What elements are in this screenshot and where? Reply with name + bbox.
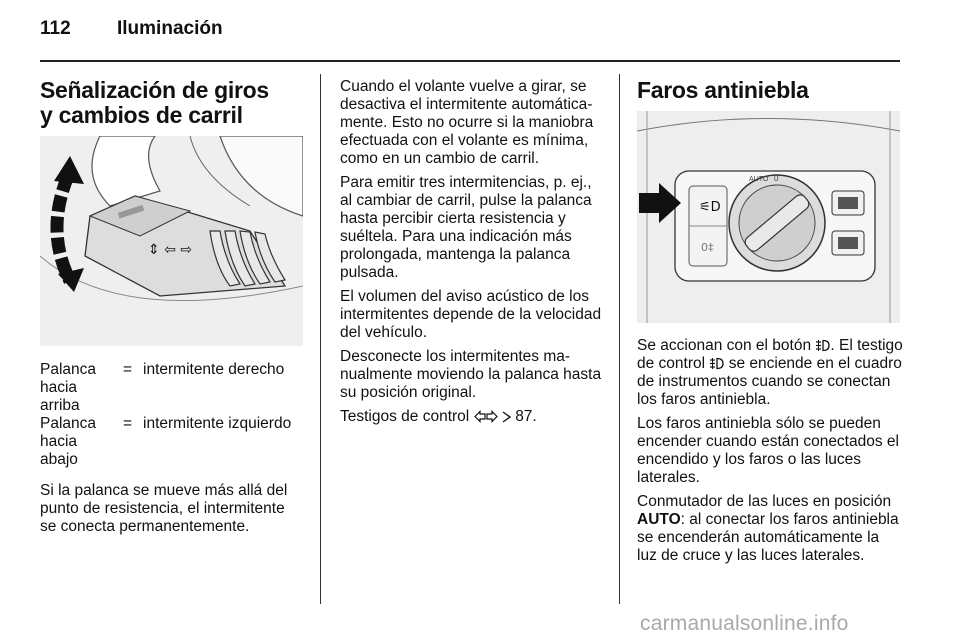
lever-paragraph: Si la palanca se mueve más allá del punto de resistencia, el intermitente se conecta permanentemente. — [40, 482, 288, 535]
fog-paragraph-2: Los faros antiniebla sólo se pueden encender cuando están conectados el encendido y los faros o las luces laterales. — [637, 415, 899, 486]
definition-row — [40, 415, 302, 469]
section-title: Iluminación — [117, 18, 223, 39]
definition-desc: intermitente derecho — [143, 361, 285, 378]
zero-label: 0 — [774, 174, 779, 183]
control-light-reference: Testigos de control 87. — [340, 408, 537, 425]
fog-light-icon — [815, 339, 830, 352]
svg-text:⚟D: ⚟D — [699, 200, 721, 215]
fog-light-icon — [709, 357, 724, 370]
turn-signal-text: Cuando el volante vuelve a girar, se desactiva el intermitente automáticamente. Esto no ocurre si la maniobra efectuada con el volante es mínima, como en un cambio de carril. Para emitir tres intermitencias, p. ej., al cambiar de carril, pulse la palanca hasta percibir cierta resistencia y suéltela. Para una indicación más prolongada, mantenga la palanca pulsada. El volumen del aviso acústico de los intermitentes depende de la velocidad del vehículo. Desconecte los intermitentes manualmente moviendo la palanca hasta su posición original. Testigos de control 87. — [340, 78, 605, 432]
fog-paragraph-1: Se accionan con el botón . El testigo de control se enciende en el cuadro de instrumentos cuando se conectan los faros antiniebla. — [637, 337, 903, 408]
fog-paragraph-3: Conmutador de las luces en posición AUTO: al conectar los faros antiniebla se encenderán automáticamente la luz de cruce y las luces laterales. — [637, 493, 899, 564]
auto-keyword: AUTO — [637, 511, 681, 528]
definition-equals: = — [123, 361, 133, 378]
fog-lights-text — [637, 337, 903, 571]
svg-text:0‡: 0‡ — [701, 241, 714, 254]
turn-signal-heading: Señalización de giros y cambios de carril — [40, 77, 269, 128]
definition-equals: = — [123, 415, 133, 432]
definition-term: Palanca hacia arriba — [40, 361, 97, 414]
lever-definitions — [40, 361, 302, 469]
auto-label: AUTO — [749, 176, 769, 183]
definition-term: Palanca hacia abajo — [40, 415, 97, 468]
fog-lights-heading: Faros antiniebla — [637, 77, 809, 103]
light-switch-figure — [637, 111, 900, 323]
column-divider-1 — [320, 74, 321, 604]
definition-row — [40, 361, 302, 415]
definition-desc: intermitente izquierdo — [143, 415, 292, 432]
header-rule — [40, 60, 900, 62]
column-divider-2 — [619, 74, 620, 604]
svg-text:⇕ ⇦ ⇨: ⇕ ⇦ ⇨ — [148, 242, 193, 258]
page-number: 112 — [40, 18, 71, 39]
page-reference: 87. — [515, 408, 537, 425]
turn-signal-icon — [474, 410, 498, 423]
page-ref-icon — [502, 411, 511, 423]
watermark: carmanualsonline.info — [640, 612, 849, 635]
turn-signal-lever-figure — [40, 136, 303, 346]
